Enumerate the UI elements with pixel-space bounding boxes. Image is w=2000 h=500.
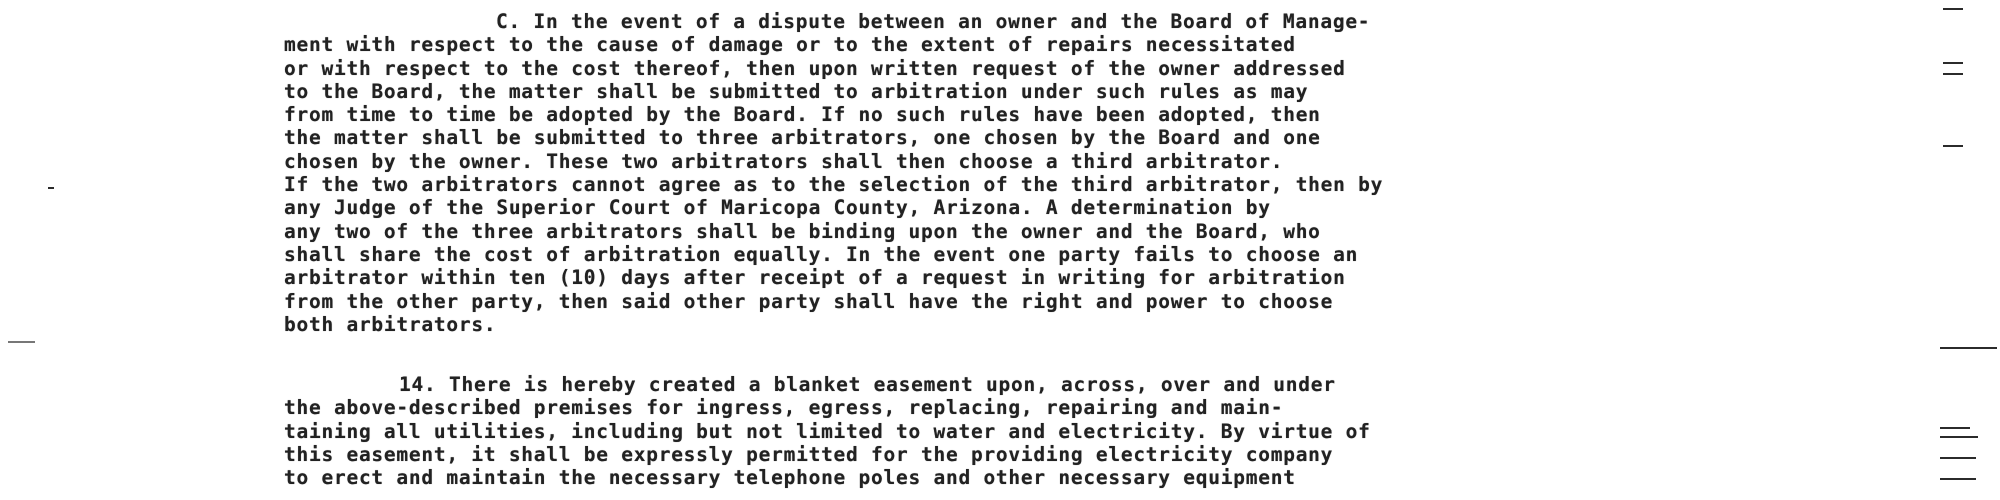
margin-mark <box>1940 478 1976 480</box>
text-line: chosen by the owner. These two arbitrators shall then choose a third arbitrator. <box>284 149 1284 173</box>
text-line: any two of the three arbitrators shall be binding upon the owner and the Board, who <box>284 219 1321 243</box>
text-line: arbitrator within ten (10) days after receipt of a request in writing for arbitration <box>284 266 1346 290</box>
margin-mark <box>1943 62 1963 64</box>
paragraph-14 <box>284 373 1759 489</box>
text-line: the matter shall be submitted to three arbitrators, one chosen by the Board and one <box>284 126 1321 150</box>
text-line: this easement, it shall be expressly permitted for the providing electricity company <box>284 442 1334 466</box>
text-line: C. In the event of a dispute between an owner and the Board of Manage- <box>496 10 1371 33</box>
text-line: from the other party, then said other party shall have the right and power to choose <box>284 289 1334 313</box>
text-line: shall share the cost of arbitration equally. In the event one party fails to choose an <box>284 242 1359 266</box>
margin-mark <box>1940 457 1976 459</box>
margin-mark <box>1940 436 1978 438</box>
text-line: both arbitrators. <box>284 312 497 336</box>
text-line: from time to time be adopted by the Board. If no such rules have been adopted, then <box>284 103 1321 127</box>
scan-artifact <box>48 187 54 189</box>
text-line: any Judge of the Superior Court of Maricopa County, Arizona. A determination by <box>284 196 1271 220</box>
margin-mark <box>1943 145 1963 147</box>
text-line: ment with respect to the cause of damage or to the extent of repairs necessitated <box>284 33 1296 57</box>
text-line: to erect and maintain the necessary telephone poles and other necessary equipment <box>284 466 1296 490</box>
text-line: 14. There is hereby created a blanket easement upon, across, over and under <box>399 373 1336 396</box>
text-line: taining all utilities, including but not limited to water and electricity. By virtue of <box>284 419 1371 443</box>
margin-mark <box>1940 347 1997 349</box>
paragraph-c <box>284 10 1759 336</box>
text-line: or with respect to the cost thereof, then upon written request of the owner addressed <box>284 56 1346 80</box>
scan-artifact <box>8 341 35 343</box>
text-line: If the two arbitrators cannot agree as to the selection of the third arbitrator, then by <box>284 173 1384 197</box>
margin-mark <box>1943 8 1963 10</box>
text-line: to the Board, the matter shall be submitted to arbitration under such rules as may <box>284 79 1309 103</box>
margin-mark <box>1940 427 1970 429</box>
margin-mark <box>1943 73 1963 75</box>
text-line: the above-described premises for ingress, egress, replacing, repairing and main- <box>284 396 1284 420</box>
